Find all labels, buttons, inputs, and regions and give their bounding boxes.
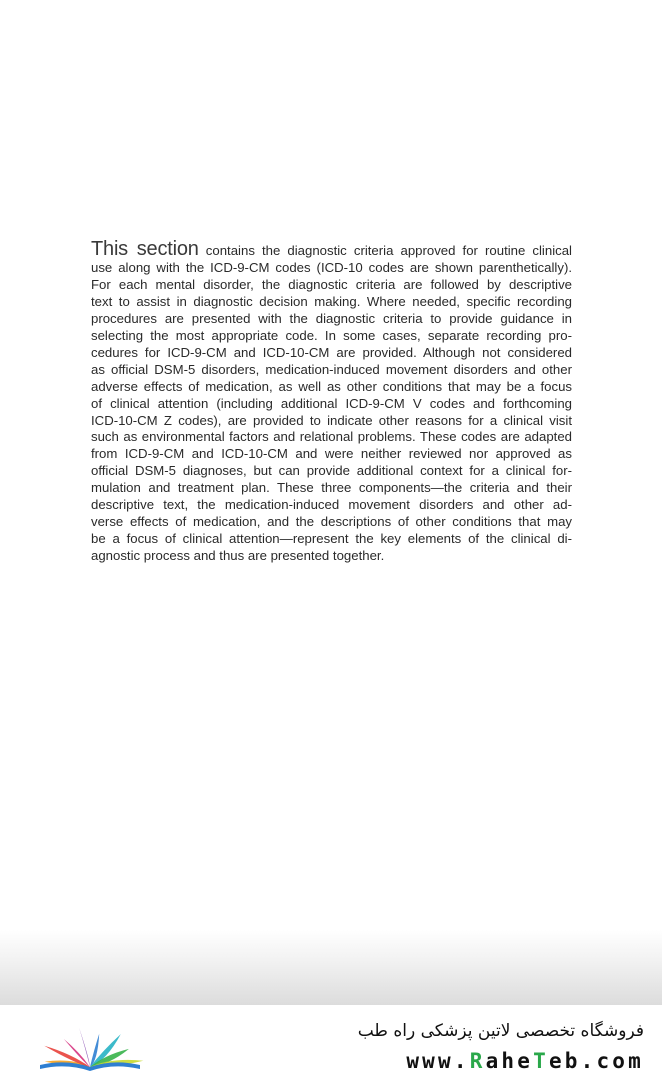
text-line: mulation and treatment plan. These three components—the criteria and their (91, 480, 572, 496)
watermark-footer (0, 1005, 662, 1079)
text-line: verse effects of medication, and the descriptions of other conditions that may (91, 514, 572, 530)
text-line: official DSM-5 diagnoses, but can provide additional context for a clinical for- (91, 463, 572, 479)
lead-in: This section (91, 238, 199, 260)
text-line: cedures for ICD-9-CM and ICD-10-CM are provided. Although not considered (91, 344, 572, 360)
text-line: such as environmental factors and relational problems. These codes are adapted (91, 429, 572, 445)
site-url[interactable]: www.RaheTeb.com (406, 1049, 644, 1073)
book-cover-mark (40, 1062, 140, 1071)
shop-name: فروشگاه تخصصی لاتین پزشکی راه طب (357, 1021, 644, 1041)
text-line: contains the diagnostic criteria approved for routine clinical (198, 243, 572, 258)
text-line: from ICD-9-CM and ICD-10-CM and were neither reviewed nor approved as (91, 446, 572, 462)
text-line: use along with the ICD-9-CM codes (ICD-10 codes are shown parenthetically). (91, 259, 572, 275)
text-line: be a focus of clinical attention—represent the key elements of the clinical di- (91, 531, 572, 547)
text-line: procedures are presented with the diagnostic criteria to provide guidance in (91, 310, 572, 326)
open-book-icon (36, 1019, 144, 1071)
text-line: ICD-10-CM Z codes), are provided to indicate other reasons for a clinical visit (91, 412, 572, 428)
text-line: selecting the most appropriate code. In some cases, separate recording pro- (91, 327, 572, 343)
text-line: adverse effects of medication, as well as other conditions that may be a focus (91, 378, 572, 394)
text-line: as official DSM-5 disorders, medication-induced movement disorders and other (91, 361, 572, 377)
text-line: agnostic process and thus are presented together. (91, 548, 385, 564)
text-line: of clinical attention (including additional ICD-9-CM V codes and forthcoming (91, 395, 572, 411)
body-paragraph (91, 238, 572, 565)
text-line: descriptive text, the medication-induced movement disorders and other ad- (91, 497, 572, 513)
text-line: text to assist in diagnostic decision making. Where needed, specific recording (91, 293, 572, 309)
text-line: For each mental disorder, the diagnostic criteria are followed by descriptive (91, 276, 572, 292)
